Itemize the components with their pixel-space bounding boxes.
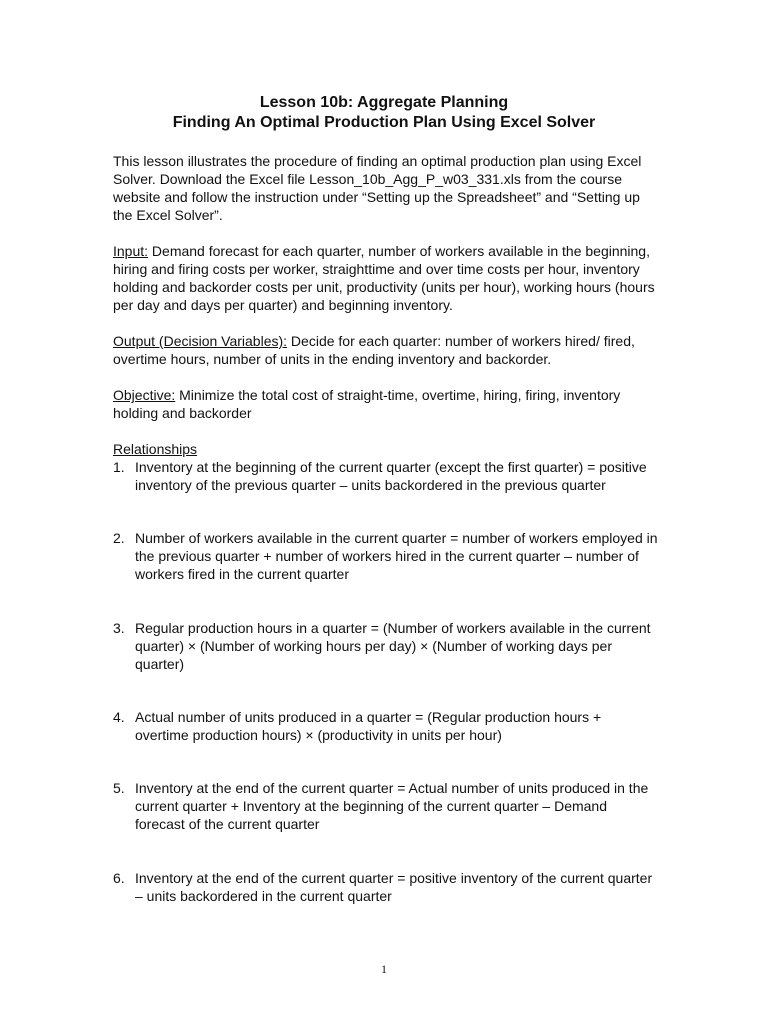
page-subtitle: Finding An Optimal Production Plan Using Excel Solver bbox=[172, 114, 596, 131]
list-item bbox=[113, 458, 658, 494]
list-item-number: 1. bbox=[113, 459, 125, 475]
list-item-text: Regular production hours in a quarter = (Number of workers available in the current quarter) × (Number of working hours per day) × (Number of working days per quarter) bbox=[135, 620, 651, 672]
list-item-text: Inventory at the beginning of the current quarter (except the first quarter) = positive inventory of the previous quarter – units backordered in the previous quarter bbox=[135, 459, 647, 493]
list-item bbox=[113, 779, 658, 833]
list-item bbox=[113, 619, 658, 673]
input-label: Input: bbox=[113, 243, 149, 259]
list-item-text: Number of workers available in the current quarter = number of workers employed in the previous quarter + number of workers hired in the current quarter – number of workers fired in the current quarter bbox=[135, 530, 658, 582]
intro-paragraph: This lesson illustrates the procedure of finding an optimal production plan using Excel Solver. Download the Excel file Lesson_10b_Agg_P_w03_331.xls from the course website and follow the instruction under “Setting up the Spreadsheet” and “Setting up the Excel Solver”. bbox=[113, 153, 642, 223]
document-body bbox=[113, 152, 658, 905]
list-item-number: 6. bbox=[113, 870, 125, 886]
list-item-text: Actual number of units produced in a quarter = (Regular production hours + overtime production hours) × (productivity in units per hour) bbox=[135, 709, 602, 743]
list-item-number: 2. bbox=[113, 530, 125, 546]
list-item-number: 4. bbox=[113, 709, 125, 725]
input-paragraph bbox=[113, 242, 658, 314]
output-text: Decide for each quarter: number of workers hired/ fired, overtime hours, number of units in the ending inventory and backorder. bbox=[113, 333, 635, 367]
title-block bbox=[0, 93, 768, 133]
objective-label: Objective: bbox=[113, 387, 176, 403]
objective-text: Minimize the total cost of straight-time, overtime, hiring, firing, inventory holding and backorder bbox=[113, 387, 621, 421]
list-item-text: Inventory at the end of the current quarter = Actual number of units produced in the current quarter + Inventory at the beginning of the current quarter – Demand forecast of the current quarter bbox=[135, 780, 649, 832]
objective-paragraph bbox=[113, 386, 658, 422]
page-number: 1 bbox=[381, 962, 387, 976]
list-item-number: 3. bbox=[113, 620, 125, 636]
input-text: Demand forecast for each quarter, number of workers available in the beginning, hiring and firing costs per worker, straighttime and over time costs per hour, inventory holding and backorder costs per unit, productivity (units per hour), working hours (hours per day and days per quarter) and beginning inventory. bbox=[113, 243, 655, 313]
relationships-heading: Relationships bbox=[113, 441, 198, 457]
output-label: Output (Decision Variables): bbox=[113, 333, 288, 349]
list-item-text: Inventory at the end of the current quarter = positive inventory of the current quarter – units backordered in the current quarter bbox=[135, 870, 653, 904]
list-item bbox=[113, 869, 658, 905]
list-item bbox=[113, 529, 658, 583]
list-item-number: 5. bbox=[113, 780, 125, 796]
page-title: Lesson 10b: Aggregate Planning bbox=[259, 94, 509, 111]
relationships-list bbox=[113, 458, 658, 905]
output-paragraph bbox=[113, 332, 658, 368]
list-item bbox=[113, 708, 658, 744]
